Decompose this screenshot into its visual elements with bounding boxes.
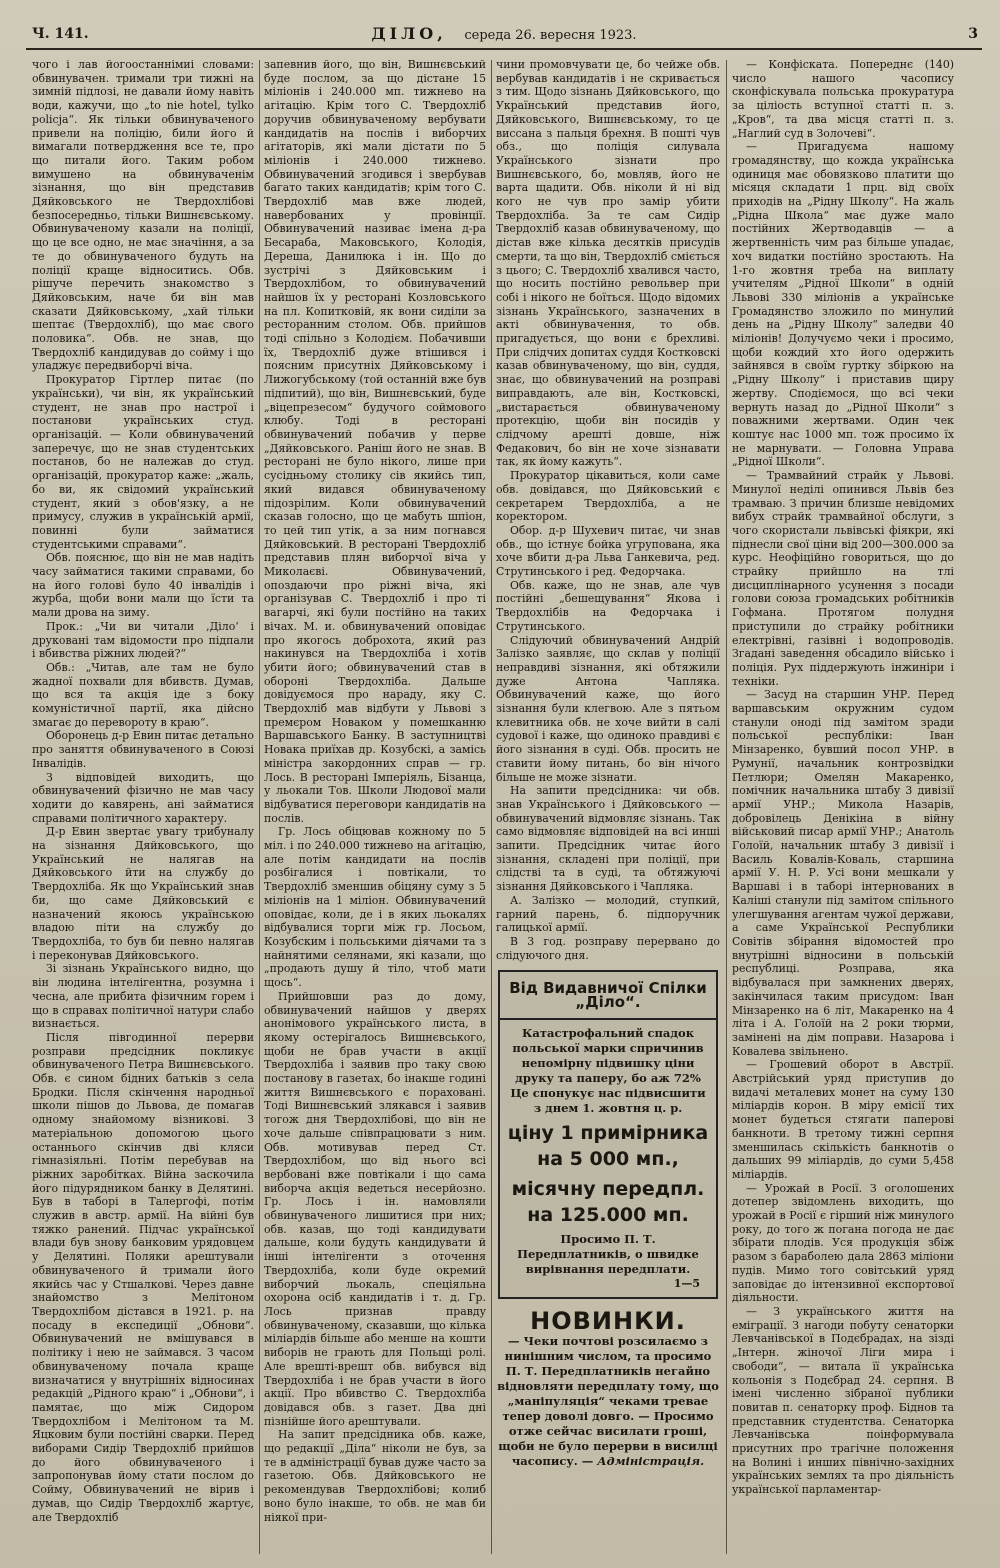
issue-number: Ч. 141. bbox=[32, 26, 89, 42]
news-notice bbox=[496, 1334, 720, 1469]
paragraph: На запити предсідника: чи обв. знав Українського і Дяйковського — обвинувачений відмовляє зізнань. Так само відмовляє відповідей на всі инші запити. Предсідник читає його зізнання, складені при поліції, при слідстві та в суді, та обтяжуючі зізнання Дяйковського і Чапляка. bbox=[496, 784, 720, 894]
paragraph: Зі зізнань Українського видно, що він людина інтелігентна, розумна і чесна, але прибита фізичним горем і що в справах політичної натури слабо визнається. bbox=[32, 962, 254, 1031]
column-3 bbox=[496, 58, 720, 1556]
paragraph: Обор. д-р Шухевич питає, чи знав обв., що істнує бойка угрупована, яка хоче вбити д-ра Льва Ганкевича, ред. Струтинського і ред. Федорчака. bbox=[496, 523, 720, 579]
paragraph: чини промовчувати це, бо чейже обв. вербував кандидатів і не скривається з тим. Щодо зізнань Дяйковського, що Український представив його, Дяйковського, Вишнєвському, то це виссана з пальця брехня. В пошті чув обз., що поліція силувала Українського зізнати про Вишнєвського, бо, мовляв, його не варта щадити. Обв. ніколи й ні від кого не чув про замір убити Твердохліба. За те сам Сидір Твердохліб казав обвинуваченому, що дістав вже кілька десятків присудів смерти, та що він, Твердохліб сміється з цього; С. Твердохліб хвалився часто, що носить постійно револьвер при собі і нікого не боїться. Щодо відомих зізнань Українського, зазначених в акті обвинувачення, то обв. пригадується, що вони є брехливі. При слідчих допитах суддя Костковскі казав обвинуваченому, що він, суддя, знає, що обвинувачений на розправі виправдають, але він, Костковскі, „вистарається обвинуваченому протекцію, щоби він посидів у слідчому арешті довше, ніж Федакович, бо він не хоче зізнавати так, як йому кажуть“. bbox=[496, 58, 720, 469]
newspaper-title: ДІЛО, bbox=[371, 24, 447, 43]
paragraph: Оборонець д-р Евин питає детально про заняття обвинуваченого в Союзі Інвалідів. bbox=[32, 729, 254, 770]
paragraph: Прокуратор Гіртлер питає (по українськи), чи він, як український студент, не знав про настрої і постанови українських студ. організацій. — Коли обвинувачений заперечує, що не знав студентських постанов, бо не належав до студ. організацій, прокуратор каже: „жаль, бо ви, як свідомий український студент, який з обов'язку, а не примусу, служив в українській армії, повинні були займатися студентськими справами“. bbox=[32, 373, 254, 551]
news-item: — Пригадуєма нашому громадянству, що кожда українська одиниця має обовязково платити що місяця складати 1 прц. від своїх приходів на „Рідну Школу“. На жаль „Рідна Школа“ має дуже мало постійних Жертводавців — а жертвенність чим раз більше упадає, хоч видатки постійно зростають. На 1-го жовтня треба на виплату учителям „Рідної Школи“ в одній Львові 330 міліонів а українське Громадянство зложило по минулий день на „Рідну Школу“ заледви 40 міліонів! Долучуємо чеки і просимо, щоби кождий хто його одержить зайнявся в своїм гуртку збіркою на „Рідну Школу“ і приставив щиру жертву. Сподіємося, що всі чеки вернуть назад до „Рідної Школи“ з поважними жертвами. Один чек коштує нас 1000 мп. тож просимо їх не марнувати. — Головна Управа „Рідної Школи“. bbox=[732, 140, 954, 469]
news-item: — Урожай в Росії. З оголошених дотепер звідомлень виходить, що урожай в Росії є гірший ніж минулого року, до того ж погана погода не дає збірати плодів. Уся продукція збіж разом з бараболею дала 2863 міліони пудів. Мимо того совітський уряд заповідає до інтензивної експортової діяльности. bbox=[732, 1181, 954, 1305]
news-item: — Трамвайний страйк у Львові. Минулої неділі опинився Львів без трамваю. З причин близше невідомих вибух страйк трамвайної обслуги, з чого скористали львівські фіякри, які піднесли свої ціни від 200—300.000 за курс. Неофіційно говориться, що до страйку прийшло на тлі дисциплінарного усунення з посади голови союза громадських робітників Гофмана. Протягом полудня приступили до страйку робітники електрівні, газівні і водопроводів. Згадані заведення обсадило військо і поліція. Рух піддержують інжиніри і техніки. bbox=[732, 469, 954, 688]
paragraph: З відповідей виходить, що обвинувачений фізично не мав часу ходити до кавярень, ані займатися справами політичного характеру. bbox=[32, 770, 254, 825]
news-heading: НОВИНКИ. bbox=[530, 1306, 686, 1335]
news-item: — З українського життя на еміграції. З нагоди побуту сенаторки Левчанівської в Подєбрадах, на зізді „Інтерн. жіночої Ліги мира і свободи“, — витала її українська кольонія з Подєбрад 24. серпня. В імені численно зібраної публики повитав п. сенаторку проф. Біднов та представник студентства. Сенаторка Левчанівська поінформувала присутних про трагічне положення на Волині і инших північно-західних українських землях та про діяльність української парламентар- bbox=[732, 1304, 954, 1497]
paragraph: чого і лав йогоостаннімиі словами: обвинувачен. тримали три тижні на зимній підлозі, не давали йому навіть води, кажучи, що „to nie hotel, tylko policja“. Як тільки обвинуваченого привели на поліцію, били його й вимагали потвердження все те, про що питали його. Таким робом вимушено на обвинуваченім зізнання, що він представив Дяйковського не Твердохлібові безпосередньо, тільки Вишнєвському. Обвинуваченому казали на поліції, що це все одно, не має значіння, а за те до обвинуваченого будуть на поліції краще відноситись. Обв. рішуче перечить знакомство з Дяйковським, наче би він мав сказати Дяйковському, „хай тільки шептає (Твердохліб), що має свого половика“. Обв. не знав, що Твердохліб кандидував до сойму і що уладжує передвиборчі віча. bbox=[32, 58, 254, 373]
news-item: — Засуд на старшин УНР. Перед варшавським окружним судом станули оноді під замітом зради польської республіки: Іван Мінзаренко, бувший посол УНР. в Румунії, начальник контрозвідки Петлюри; Омелян Макаренко, помічник начальника штабу 3 дивізії армії УНР.; Микола Назарів, добровілець Денікіна в війну військовий писар армії УНР.; Анатоль Голоїй, начальник штабу 3 дивізії і Василь Ковалів-Коваль, старшина армії У. Н. Р. Усі вони мешкали у Варшаві і в таборі інтернованих в Каліші станули під замітом спільного улегшування агентам чужої держави, а саме Української Республики Совітів збірання відомостей про внутрішні відносини в польській республиці. Розправа, яка відбувалася при замкнених дверях, закінчилася таким присудом: Іван Мінзаренко на 6 літ, Макаренко на 4 літа і А. Голоїй на 2 роки тюрми, замінені на дім поправи. Назарова і Ковалева звільнено. bbox=[732, 688, 954, 1058]
notice-code: 1—5 bbox=[673, 1276, 700, 1290]
notice-closing: Просимо П. Т. Передплатників, о швидке вирівнання передплати. bbox=[517, 1231, 699, 1276]
news-item: — Конфіската. Попереднє (140) число нашого часопису сконфіскувала польська прокуратура за ціліость вступної статті п. з. „Кров“, та два місця статті п. з. „Наглий суд в Золочеві“. bbox=[732, 58, 954, 140]
publisher-notice bbox=[498, 970, 718, 1298]
paragraph: Обв. пояснює, що він не мав надіть часу займатися такими справами, бо на його голові було 40 інвалідів і журба, щоби вони мали що їсти та мали дрова на зиму. bbox=[32, 551, 254, 620]
page-header bbox=[26, 20, 982, 50]
column-rule bbox=[726, 60, 727, 1554]
paragraph: Гр. Лось обіцював кожному по 5 міл. і по 240.000 тижнево на агітацію, але потім кандидати на послів розбігалися і повтікали, то Твердохліб зменшив обіцяну суму з 5 міліонів на 1 міліон. Обвинувачений оповідає, коли, де і в яких льокалях відбувалися торги між гр. Лосьом, Козубским і польськими діячами та з найнятими селянами, які казали, що „продають душу й тіло, чтоб мати щось“. bbox=[264, 825, 486, 990]
column-4 bbox=[732, 58, 954, 1556]
price-per-copy: ціну 1 примірника на 5 000 мп., bbox=[507, 1121, 709, 1170]
notice-body: Катастрофальний спадок польської марки спричинив непомірну підвишку ціни друку та паперу, бо аж 72% Це спонукує нас підвисшити з днем 1. жовтня ц. р. bbox=[510, 1025, 706, 1115]
paragraph: Обв.: „Читав, але там не було жадної похвали для вбивств. Думав, що вся та акція іде з боку комуністичної партії, яка дійсно змагає до перевороту в краю“. bbox=[32, 660, 254, 729]
news-body: — Чеки почтові розсилаємо з нинішним числом, та просимо П. Т. Передплатників негайно відновляти передплату тому, що „маніпуляція“ чеками тревае тепер доволі довго. — Просимо отже сейчас висилати гроші, щоби не було перерви в висилці часопису. bbox=[497, 1334, 719, 1469]
paragraph: запевнив його, що він, Вишнєвський буде послом, за що дістане 15 міліонів і 240.000 мп. тижнево на агітацію. Крім того С. Твердохліб доручив обвинуваченому вербувати кандидатів на послів і виборчих агітаторів, які мали дістати по 5 міліонів і 240.000 тижнево. Обвинувачений згодився і звербував багато таких кандидатів; крім того С. Твердохліб мав вже людей, навербованих у провінції. Обвинувачений називає імена д-ра Бесараба, Маковського, Колодія, Дереша, Данилюка і ін. Що до зустрічі з Дяйковським і Твердохлібом, то обвинувачений найшов їх у ресторані Козловського на пл. Копитковій, як вони сиділи за ресторанним столом. Обв. прийшов тоді спільно з Колодієм. Побачивши їх, Твердохліб дуже втішився і поясним присутніх Дяйковському і Лижогубському (той останній вже був підпитий), що він, Вишнєвський, буде „віцепрезесом“ будучого соймового клюбу. Тоді в ресторані обвинувачений побачив у перве „Дяйковського. Раніш його не знав. В ресторані не було нікого, лише при сусідньому столику сів якийсь тип, який видався обвинуваченому підозрілим. Коли обвинувачений сказав голосно, що це мабуть шпіон, то цей тип утік, а за ним погнався Дяйковський. В ресторані Твердохліб представив плян виборчої віча у Миколаєві. Обвинувачений, опоздаючи про ріжні віча, які організував С. Твердохліб і про ті вагарчі, які були постійно на таких вічах. М. и. обвинувачений оповідає про якогось доброхота, який раз накинувся на Твердохліба і хотів убити його; обвинувачений став в обороні Твердохліба. Дальше довідуємося про нараду, яку С. Твердохліб мав відбути у Львові з премєром Новаком у помешканню Варшавського Банку. В заступництві Новака приїхав др. Козубскі, а замісь міністра закордонних справ — гр. Лось. В ресторані Імперіяль, Бізанца, у льокали Тов. Школи Людової мали відбуватися переговори кандидатів на послів. bbox=[264, 58, 486, 825]
paragraph: Слідуючий обвинувачений Андрій Залізко заявляє, що склав у поліції неправдиві зізнання, які обтяжили дуже Антона Чапляка. Обвинувачений каже, що його зізнання були клегвою. Але з пятьом клевитника обв. не хоче вийти в салі судової і каже, що одиноко правдиві є його зізнання в суді. Обв. просить не ставити йому питань, бо він нічого більше не може зізнати. bbox=[496, 633, 720, 784]
paragraph: Прийшовши раз до дому, обвинувачений найшов у дверях анонімового українського листа, в якому остерігалось Вишнєвського, щоби не брав участи в акції Твердохліба і заявив про таку свою постанову в газетах, бо інакше годині життя Вишнєвського є пораховані. Тоді Вишнєвський злякався і заявив тогож дня Твердохлібові, що він не хоче дальше співпрацювати з ним. Обв. мотивував перед Ст. Твердохлібом, що від нього всі вербовані вже повтікали і що сама виборча акція ведеться несерйозно. Гр. Лось і ін. намовляли обвинуваченого лишитися при них; обв. казав, що тоді кандидувати дальше, коли будуть кандидувати й інші інтелігенти з оточення Твердохліба, коли буде окремий виборчий льокаль, спеціяльна охорона осіб кандидатів і т. д. Гр. Лось признав правду обвинуваченому, сказавши, що кілька міліардів більше або менше на кошти виборів не грають для Польщі ролі. Але врешті-врешт обв. вибувся від Твердохліба і не брав участи в його акції. Про вбивство С. Твердохліба довідався обв. з газет. Два дні пізнійше його арештували. bbox=[264, 989, 486, 1428]
paragraph: Обв. каже, що не знав, але чув постійні „бешещування“ Якова і Твердохлібів на Федорчака і Струтинського. bbox=[496, 578, 720, 633]
paragraph: Прок.: „Чи ви читали ‚Діло‘ і друковані там відомости про підпали і вбивства ріжних людей?“ bbox=[32, 619, 254, 661]
paragraph: А. Залізко — молодий, ступкий, гарний парень, б. підпоручник галицької армії. bbox=[496, 893, 720, 935]
column-2 bbox=[264, 58, 486, 1556]
paragraph: Після півгодинної перерви розправи предсідник покликує обвинуваченого Петра Вишнєвського. Обв. є сином бідних батьків з села Бродки. Після скінчення народньої школи пішов до Львова, де помагав одному знайомому візникові. З матеріальною допомогою цього останнього скінчив дві кляси гімназіяльні. Потім перебував на ріжних заробітках. Війна заскочила його підурядником банку в Делятині. Був в таборі в Талергофі, потім служив в австр. армії. На війні був тяжко ранений. Підчас української влади був знову банковим урядовцем у Делятині. Поляки арештували обвинуваченого й тримали його якийсь час у Стшалкові. Через давне знайомство з Мелітоном Твердохлібом дістався в 1921. р. на посаду в експедиції „Обнови“. Обвинувачений не вмішувався в політику і нею не займався. З часом обвинуваченому почала краще визначатися у внутрішніх відносинах редакцій „Рідного краю“ і „Обнови“, і памятає, що між Сидором Твердохлібом і Мелітоном та М. Яцковим були постійні сварки. Перед виборами Сидір Твердохліб прийшов до його обвинуваченого і запропонував йому стати послом до Сойму, Обвинувачений не вірив і думав, що Сидір Твердохліб жартує, але Твердохліб bbox=[32, 1030, 254, 1524]
news-item: — Грошевий оборот в Австрії. Австрійський уряд приступив до видачі металевих монет на суму 130 міліардів корон. В міру емісії тих монет будеться стягати паперові банкноти. В третому тижні серпня зменшилась скількість банкнотів о дальших 99 міліардів, до суми 5,458 міліардів. bbox=[732, 1058, 954, 1181]
column-rule bbox=[491, 60, 492, 1554]
paragraph: Прокуратор цікавиться, коли саме обв. довідався, що Дяйковський є секретарем Твердохліба, а не коректором. bbox=[496, 469, 720, 524]
column-1 bbox=[32, 58, 254, 1556]
column-rule bbox=[259, 60, 260, 1554]
page-number: 3 bbox=[968, 26, 978, 42]
news-signature: — Адміністрація. bbox=[581, 1454, 705, 1469]
paragraph: На запит предсідника обв. каже, що редакції „Діла“ ніколи не був, за те в адміністрації бував дуже часто за газетою. Обв. Дяйковського не рекомендував Твердохлібові; колиб воно було інакше, то обв. не мав би ніякої при- bbox=[264, 1428, 486, 1524]
masthead bbox=[26, 24, 982, 43]
notice-heading: Від Видавничої Спілки „Діло“. bbox=[500, 976, 716, 1019]
paragraph: В 3 год. розправу перервано до слідуючого дня. bbox=[496, 935, 720, 962]
issue-date: середа 26. вересня 1923. bbox=[464, 28, 637, 43]
paragraph: Д-р Евин звертає увагу трибуналу на зізнання Дяйковського, що Український не налягав на Дяйковського йти на службу до Твердохліба. Як що Український знав би, що саме Дяйковський є назначений якоюсь українською владою піти на службу до Твердохліба, то був би певно налягав і переконував Дяйковського. bbox=[32, 825, 254, 962]
price-subscription: місячну передпл. на 125.000 мп. bbox=[511, 1177, 705, 1226]
